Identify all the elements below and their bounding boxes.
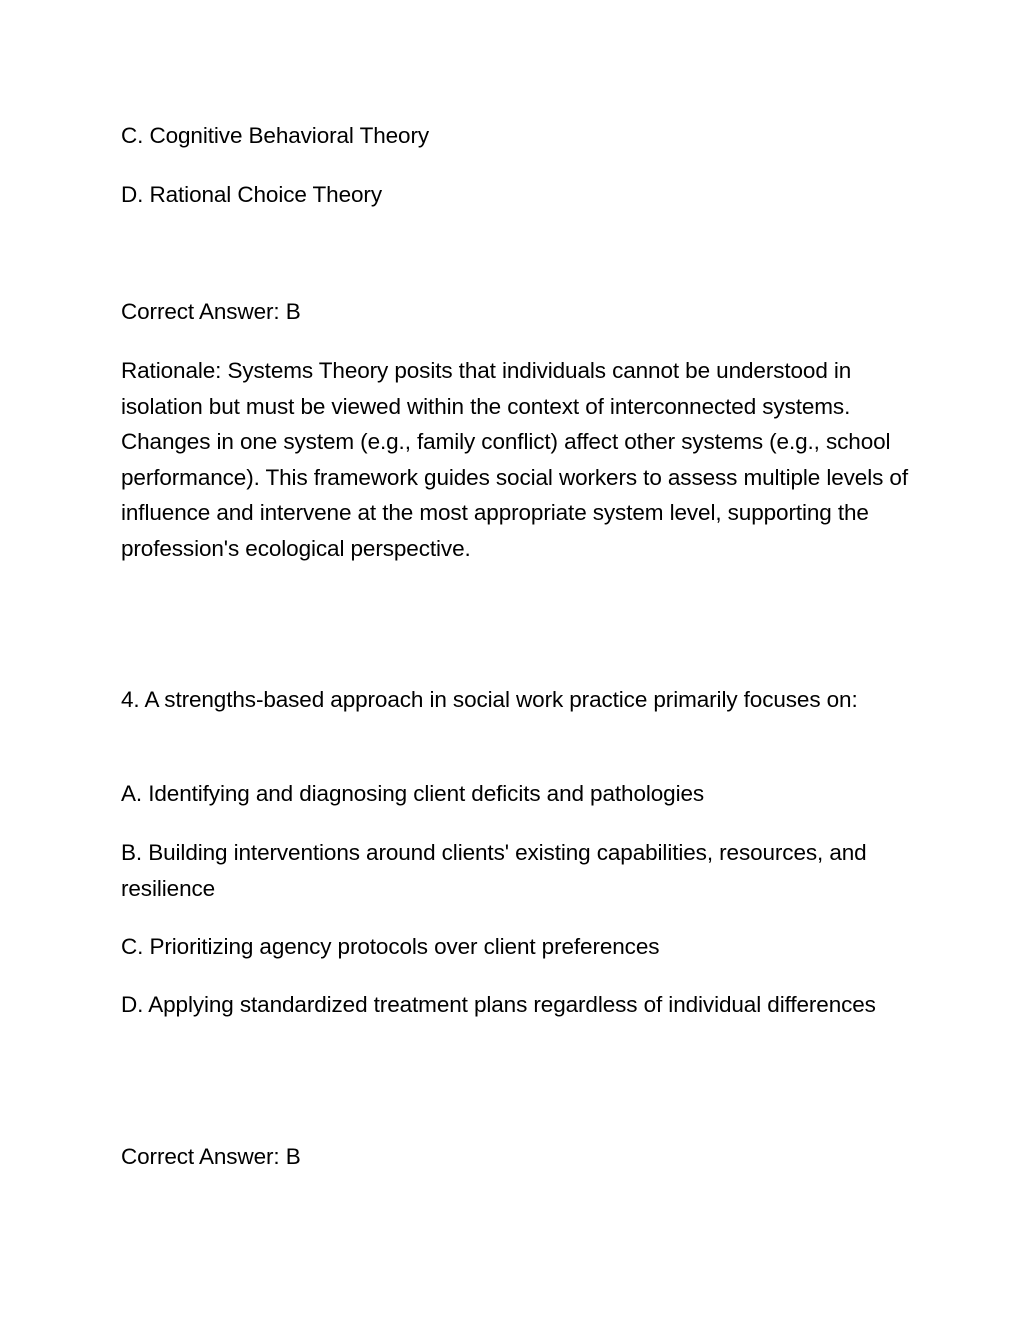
q3-rationale <box>121 353 911 566</box>
q4-option-c: C. Prioritizing agency protocols over client preferences <box>121 934 660 959</box>
q4-option-d <box>121 987 911 1023</box>
q4-question <box>121 682 911 718</box>
q3-option-d: D. Rational Choice Theory <box>121 182 382 207</box>
q4-option-a: A. Identifying and diagnosing client deficits and pathologies <box>121 781 705 806</box>
q3-correct-answer: Correct Answer: B <box>121 299 301 324</box>
q4-correct-answer: Correct Answer: B <box>121 1144 301 1169</box>
q3-option-c: C. Cognitive Behavioral Theory <box>121 123 429 148</box>
q3-rationale-text: Rationale: Systems Theory posits that individuals cannot be understood in isolation but must be viewed within the context of interconnected systems. Changes in one system (e.g., family conflict) affect other systems (e.g., school performance). This framework guides social workers to assess multiple levels of influence and intervene at the most appropriate system level, supporting the profession's ecological perspective. <box>121 358 908 561</box>
q4-question-text: 4. A strengths-based approach in social work practice primarily focuses on: <box>121 687 858 712</box>
q4-option-b <box>121 835 911 906</box>
q4-option-b-text: B. Building interventions around clients' existing capabilities, resources, and resilience <box>121 840 867 901</box>
q4-option-d-text: D. Applying standardized treatment plans regardless of individual differences <box>121 992 876 1017</box>
